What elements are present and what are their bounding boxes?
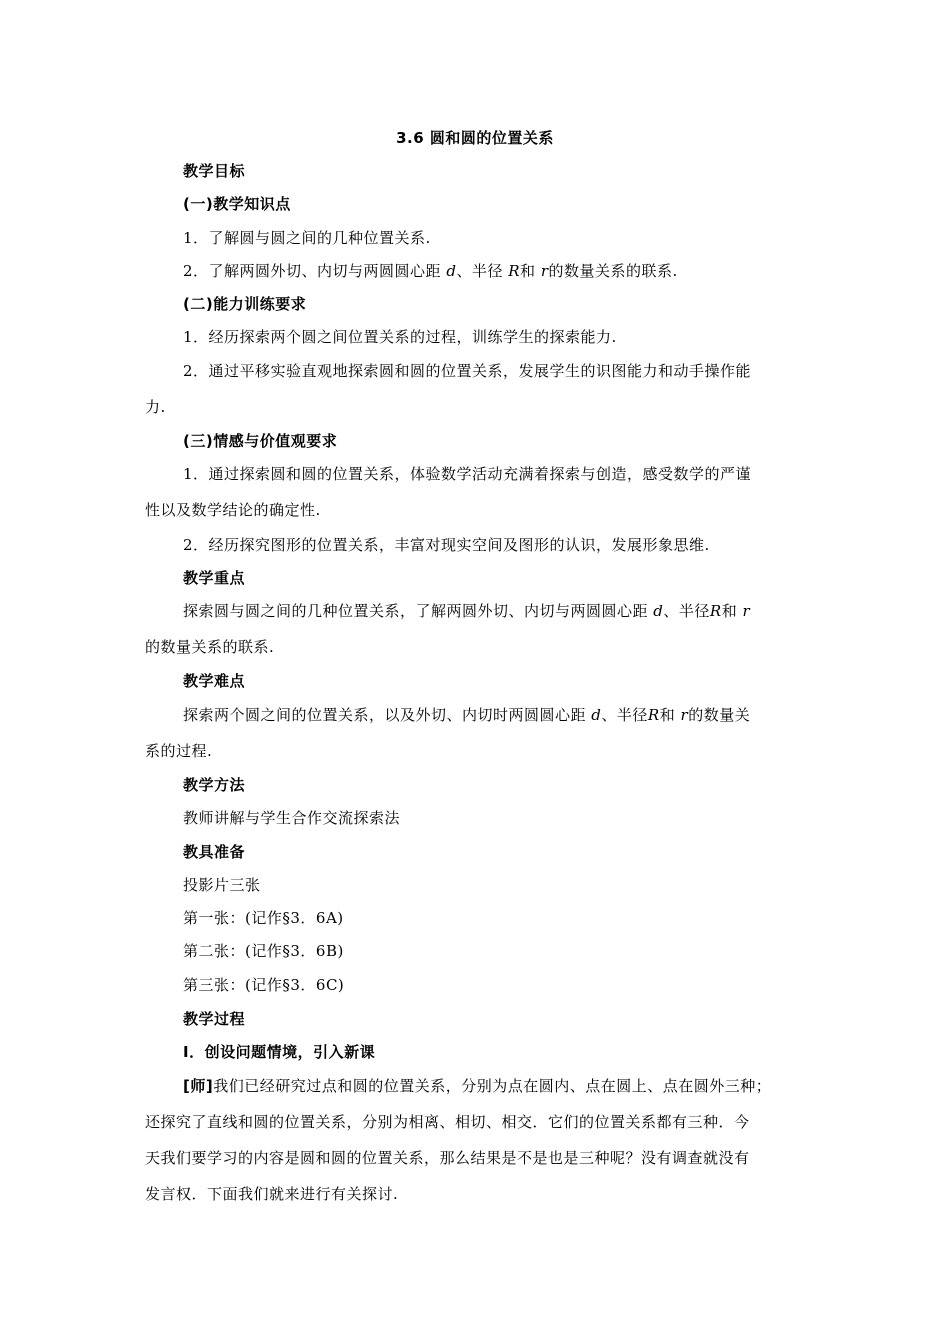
doc-title: 3.6 圆和圆的位置关系 — [396, 129, 554, 147]
text-span: 和 — [520, 262, 536, 280]
process-para-line-4: 发言权．下面我们就来进行有关探讨. — [145, 1185, 399, 1203]
key-points-line-1 — [183, 601, 750, 621]
var-d: d — [591, 706, 602, 724]
text-span: 的数量关系的联系. — [548, 262, 678, 280]
heading-process: 教学过程 — [183, 1010, 246, 1028]
subheading-emotion: (三)情感与价值观要求 — [183, 432, 338, 450]
text-span: 和 — [659, 706, 676, 724]
text-span: 、半径 — [601, 706, 648, 724]
text-span: 和 — [721, 602, 738, 620]
var-d: d — [446, 262, 457, 280]
tools-line-0: 投影片三张 — [183, 876, 261, 894]
var-r: r — [540, 262, 549, 280]
ability-item-2-cont: 力. — [145, 398, 166, 416]
emotion-item-1: 1．通过探索圆和圆的位置关系，体验数学活动充满着探索与创造，感受数学的严谨 — [183, 465, 752, 483]
emotion-item-1-cont: 性以及数学结论的确定性. — [145, 501, 321, 519]
method-text: 教师讲解与学生合作交流探索法 — [183, 809, 401, 827]
var-r: r — [742, 602, 751, 620]
emotion-item-2: 2．经历探究图形的位置关系，丰富对现实空间及图形的认识，发展形象思维. — [183, 536, 710, 554]
tools-line-1: 第一张：(记作§3．6A) — [183, 909, 344, 927]
var-r: r — [680, 706, 689, 724]
text-span: 、半径 — [456, 262, 503, 280]
difficulties-line-2: 系的过程. — [145, 742, 213, 760]
process-para-line-1 — [183, 1076, 771, 1096]
difficulties-line-1 — [183, 705, 750, 725]
text-span: 我们已经研究过点和圆的位置关系，分别为点在圆内、点在圆上、点在圆外三种； — [213, 1077, 772, 1095]
heading-key-points: 教学重点 — [183, 569, 246, 587]
heading-tools: 教具准备 — [183, 843, 246, 861]
var-R: R — [709, 602, 722, 620]
heading-teaching-goals: 教学目标 — [183, 162, 246, 180]
text-span: 探索圆与圆之间的几种位置关系，了解两圆外切、内切与两圆圆心距 — [183, 602, 649, 620]
ability-item-1: 1．经历探索两个圆之间位置关系的过程，训练学生的探索能力. — [183, 328, 617, 346]
text-span: 2．了解两圆外切、内切与两圆圆心距 — [183, 262, 442, 280]
process-para-line-3: 天我们要学习的内容是圆和圆的位置关系，那么结果是不是也是三种呢？没有调查就没有 — [145, 1149, 750, 1167]
key-points-line-2: 的数量关系的联系. — [145, 638, 275, 656]
subheading-ability: (二)能力训练要求 — [183, 295, 307, 313]
heading-method: 教学方法 — [183, 776, 246, 794]
process-para-line-2: 还探究了直线和圆的位置关系，分别为相离、相切、相交．它们的位置关系都有三种．今 — [145, 1113, 750, 1131]
knowledge-item-1: 1．了解圆与圆之间的几种位置关系. — [183, 229, 431, 247]
var-R: R — [508, 262, 521, 280]
process-section-1: Ⅰ．创设问题情境，引入新课 — [183, 1043, 376, 1061]
knowledge-item-2 — [183, 261, 678, 281]
var-R: R — [647, 706, 660, 724]
var-d: d — [653, 602, 664, 620]
text-span: 探索两个圆之间的位置关系，以及外切、内切时两圆圆心距 — [183, 706, 587, 724]
tools-line-3: 第三张：(记作§3．6C) — [183, 976, 345, 994]
heading-difficulties: 教学难点 — [183, 672, 246, 690]
text-span: 的数量关 — [688, 706, 751, 724]
tools-line-2: 第二张：(记作§3．6B) — [183, 942, 344, 960]
text-span: 、半径 — [663, 602, 710, 620]
teacher-tag: [师] — [183, 1077, 214, 1095]
subheading-knowledge: (一)教学知识点 — [183, 195, 291, 213]
ability-item-2: 2．通过平移实验直观地探索圆和圆的位置关系，发展学生的识图能力和动手操作能 — [183, 362, 752, 380]
